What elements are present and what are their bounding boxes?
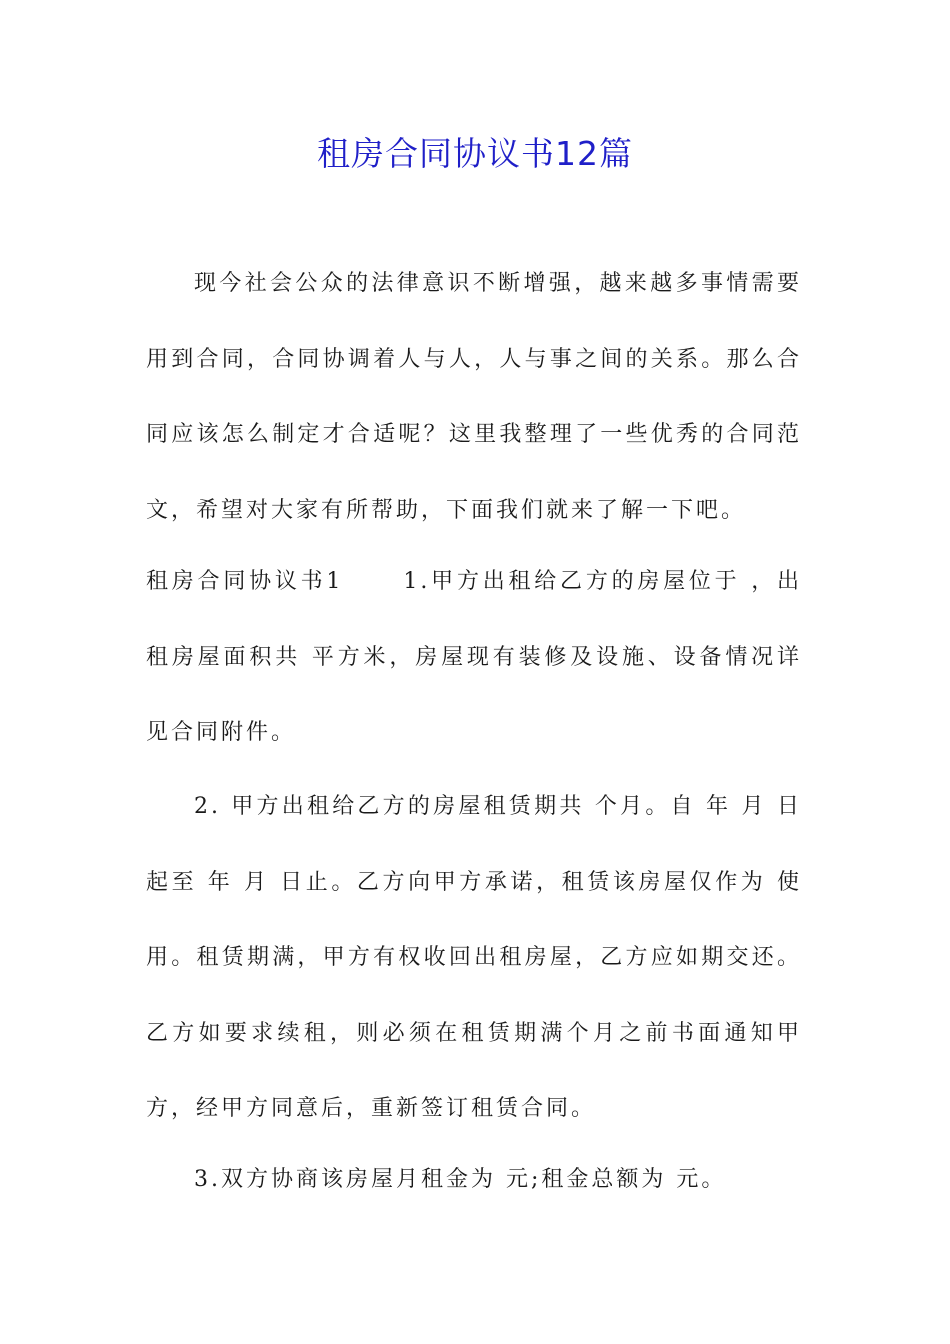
clause-2-paragraph: 2. 甲方出租给乙方的房屋租赁期共 个月。自 年 月 日起至 年 月 日止。乙方向甲方承诺，租赁该房屋仅作为 使用。租赁期满，甲方有权收回出租房屋，乙方应如期交还。乙方如要求续租，则必须在租赁期满个月之前书面通知甲方，经甲方同意后，重新签订租赁合同。 [146,794,802,1121]
intro-paragraph: 现今社会公众的法律意识不断增强，越来越多事情需要用到合同，合同协调着人与人，人与事之间的关系。那么合同应该怎么制定才合适呢？这里我整理了一些优秀的合同范文，希望对大家有所帮助，下面我们就来了解一下吧。 [146,271,802,523]
section-heading: 租房合同协议书1 [146,569,344,594]
clause-1: 1.甲方出租给乙方的房屋位于 ，出租房屋面积共 平方米，房屋现有装修及设施、设备情况详见合同附件。 [146,569,802,745]
section-1-paragraph [146,544,802,771]
clause-3-paragraph: 3.双方协商该房屋月租金为 元;租金总额为 元。 [194,1167,727,1192]
document-title: 租房合同协议书12篇 [317,134,633,173]
